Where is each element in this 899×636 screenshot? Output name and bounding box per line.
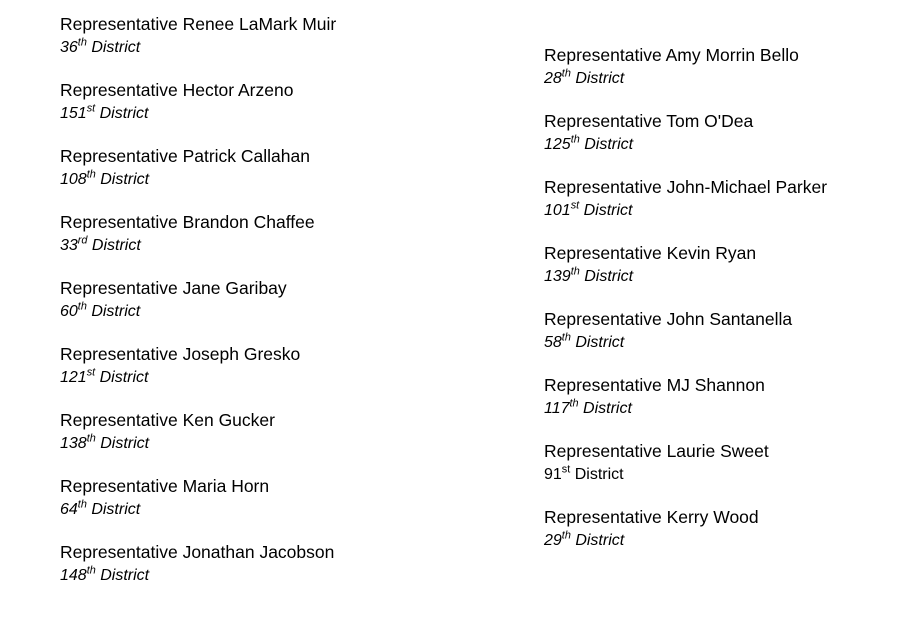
legislator-name: Representative Joseph Gresko [60,344,301,364]
legislator-name: Representative Renee LaMark Muir [60,14,337,34]
district-ordinal-suffix: th [86,168,96,181]
district-word: District [95,435,150,452]
legislator-name: Representative Brandon Chaffee [60,212,315,232]
district-word: District [579,268,634,285]
legislator-entry [544,45,884,89]
legislator-district [60,103,480,124]
district-ordinal-suffix: th [561,331,571,344]
legislator-name: Representative Maria Horn [60,476,270,496]
district-number: 58th [544,331,571,351]
district-ordinal-suffix: st [86,366,96,379]
district-ordinal-suffix: th [561,529,571,542]
legislator-entry [544,375,884,419]
district-number: 139th [544,265,580,285]
district-number: 64th [60,498,87,518]
legislator-district [544,332,884,353]
district-ordinal-suffix: th [77,36,87,49]
district-word: District [579,202,633,219]
district-word: District [579,136,634,153]
legislator-entry [544,243,884,287]
legislator-district [60,499,480,520]
legislator-name: Representative Ken Gucker [60,410,275,430]
district-word: District [95,369,149,386]
district-ordinal-suffix: th [569,397,579,410]
legislator-entry [60,14,480,58]
legislator-entry [60,542,480,586]
district-number: 138th [60,432,96,452]
legislator-district [544,200,884,221]
district-number: 117th [544,397,579,417]
legislator-entry [544,309,884,353]
legislator-entry [60,278,480,322]
district-word: District [95,105,149,122]
legislator-district [60,235,480,256]
legislator-entry [544,507,884,551]
district-number: 28th [544,67,571,87]
legislator-district [60,37,480,58]
district-word: District [578,400,632,417]
legislator-name: Representative John Santanella [544,309,793,329]
district-word: District [570,70,625,87]
legislator-district [544,398,884,419]
district-number: 60th [60,300,87,320]
legislator-district [544,266,884,287]
legislator-name: Representative Hector Arzeno [60,80,294,100]
legislator-name: Representative Jonathan Jacobson [60,542,335,562]
legislator-name: Representative Jane Garibay [60,278,287,298]
district-number: 121st [60,366,96,386]
district-ordinal-suffix: th [77,300,87,313]
district-ordinal-suffix: th [561,67,571,80]
district-number: 91st [544,463,571,483]
legislator-name: Representative Patrick Callahan [60,146,310,166]
legislator-district [544,464,884,485]
legislator-entry [544,441,884,485]
district-word: District [570,466,624,483]
legislator-entry [544,111,884,155]
legislator-name: Representative Amy Morrin Bello [544,45,799,65]
left-column [60,14,480,586]
district-number: 101st [544,199,580,219]
district-ordinal-suffix: th [570,133,580,146]
district-ordinal-suffix: st [561,463,571,476]
district-ordinal-suffix: th [86,432,96,445]
legislator-entry [60,80,480,124]
district-number: 29th [544,529,571,549]
legislator-name: Representative Kerry Wood [544,507,759,527]
district-number: 36th [60,36,87,56]
legislator-name: Representative Laurie Sweet [544,441,769,461]
legislator-district [544,530,884,551]
legislator-district [60,565,480,586]
district-word: District [95,567,150,584]
district-word: District [87,237,141,254]
district-number: 108th [60,168,96,188]
legislator-district [60,367,480,388]
right-column [544,45,884,551]
district-word: District [86,303,141,320]
district-ordinal-suffix: th [77,498,87,511]
district-number: 125th [544,133,580,153]
legislator-entry [60,344,480,388]
district-ordinal-suffix: rd [77,234,88,247]
district-number: 33rd [60,234,88,254]
legislator-entry [60,410,480,454]
legislator-name: Representative John-Michael Parker [544,177,828,197]
legislator-district [60,433,480,454]
legislator-district [60,169,480,190]
legislator-name: Representative Kevin Ryan [544,243,757,263]
legislator-district [544,68,884,89]
district-word: District [570,532,625,549]
district-number: 151st [60,102,96,122]
district-ordinal-suffix: th [86,564,96,577]
district-word: District [95,171,150,188]
legislator-entry [60,476,480,520]
district-number: 148th [60,564,96,584]
legislator-entry [60,146,480,190]
district-word: District [86,501,141,518]
district-word: District [570,334,625,351]
legislator-name: Representative MJ Shannon [544,375,765,395]
legislator-entry [60,212,480,256]
legislator-name: Representative Tom O'Dea [544,111,754,131]
district-word: District [86,39,141,56]
district-ordinal-suffix: st [86,102,96,115]
district-ordinal-suffix: st [570,199,580,212]
district-ordinal-suffix: th [570,265,580,278]
legislator-district [544,134,884,155]
legislator-entry [544,177,884,221]
legislator-district [60,301,480,322]
